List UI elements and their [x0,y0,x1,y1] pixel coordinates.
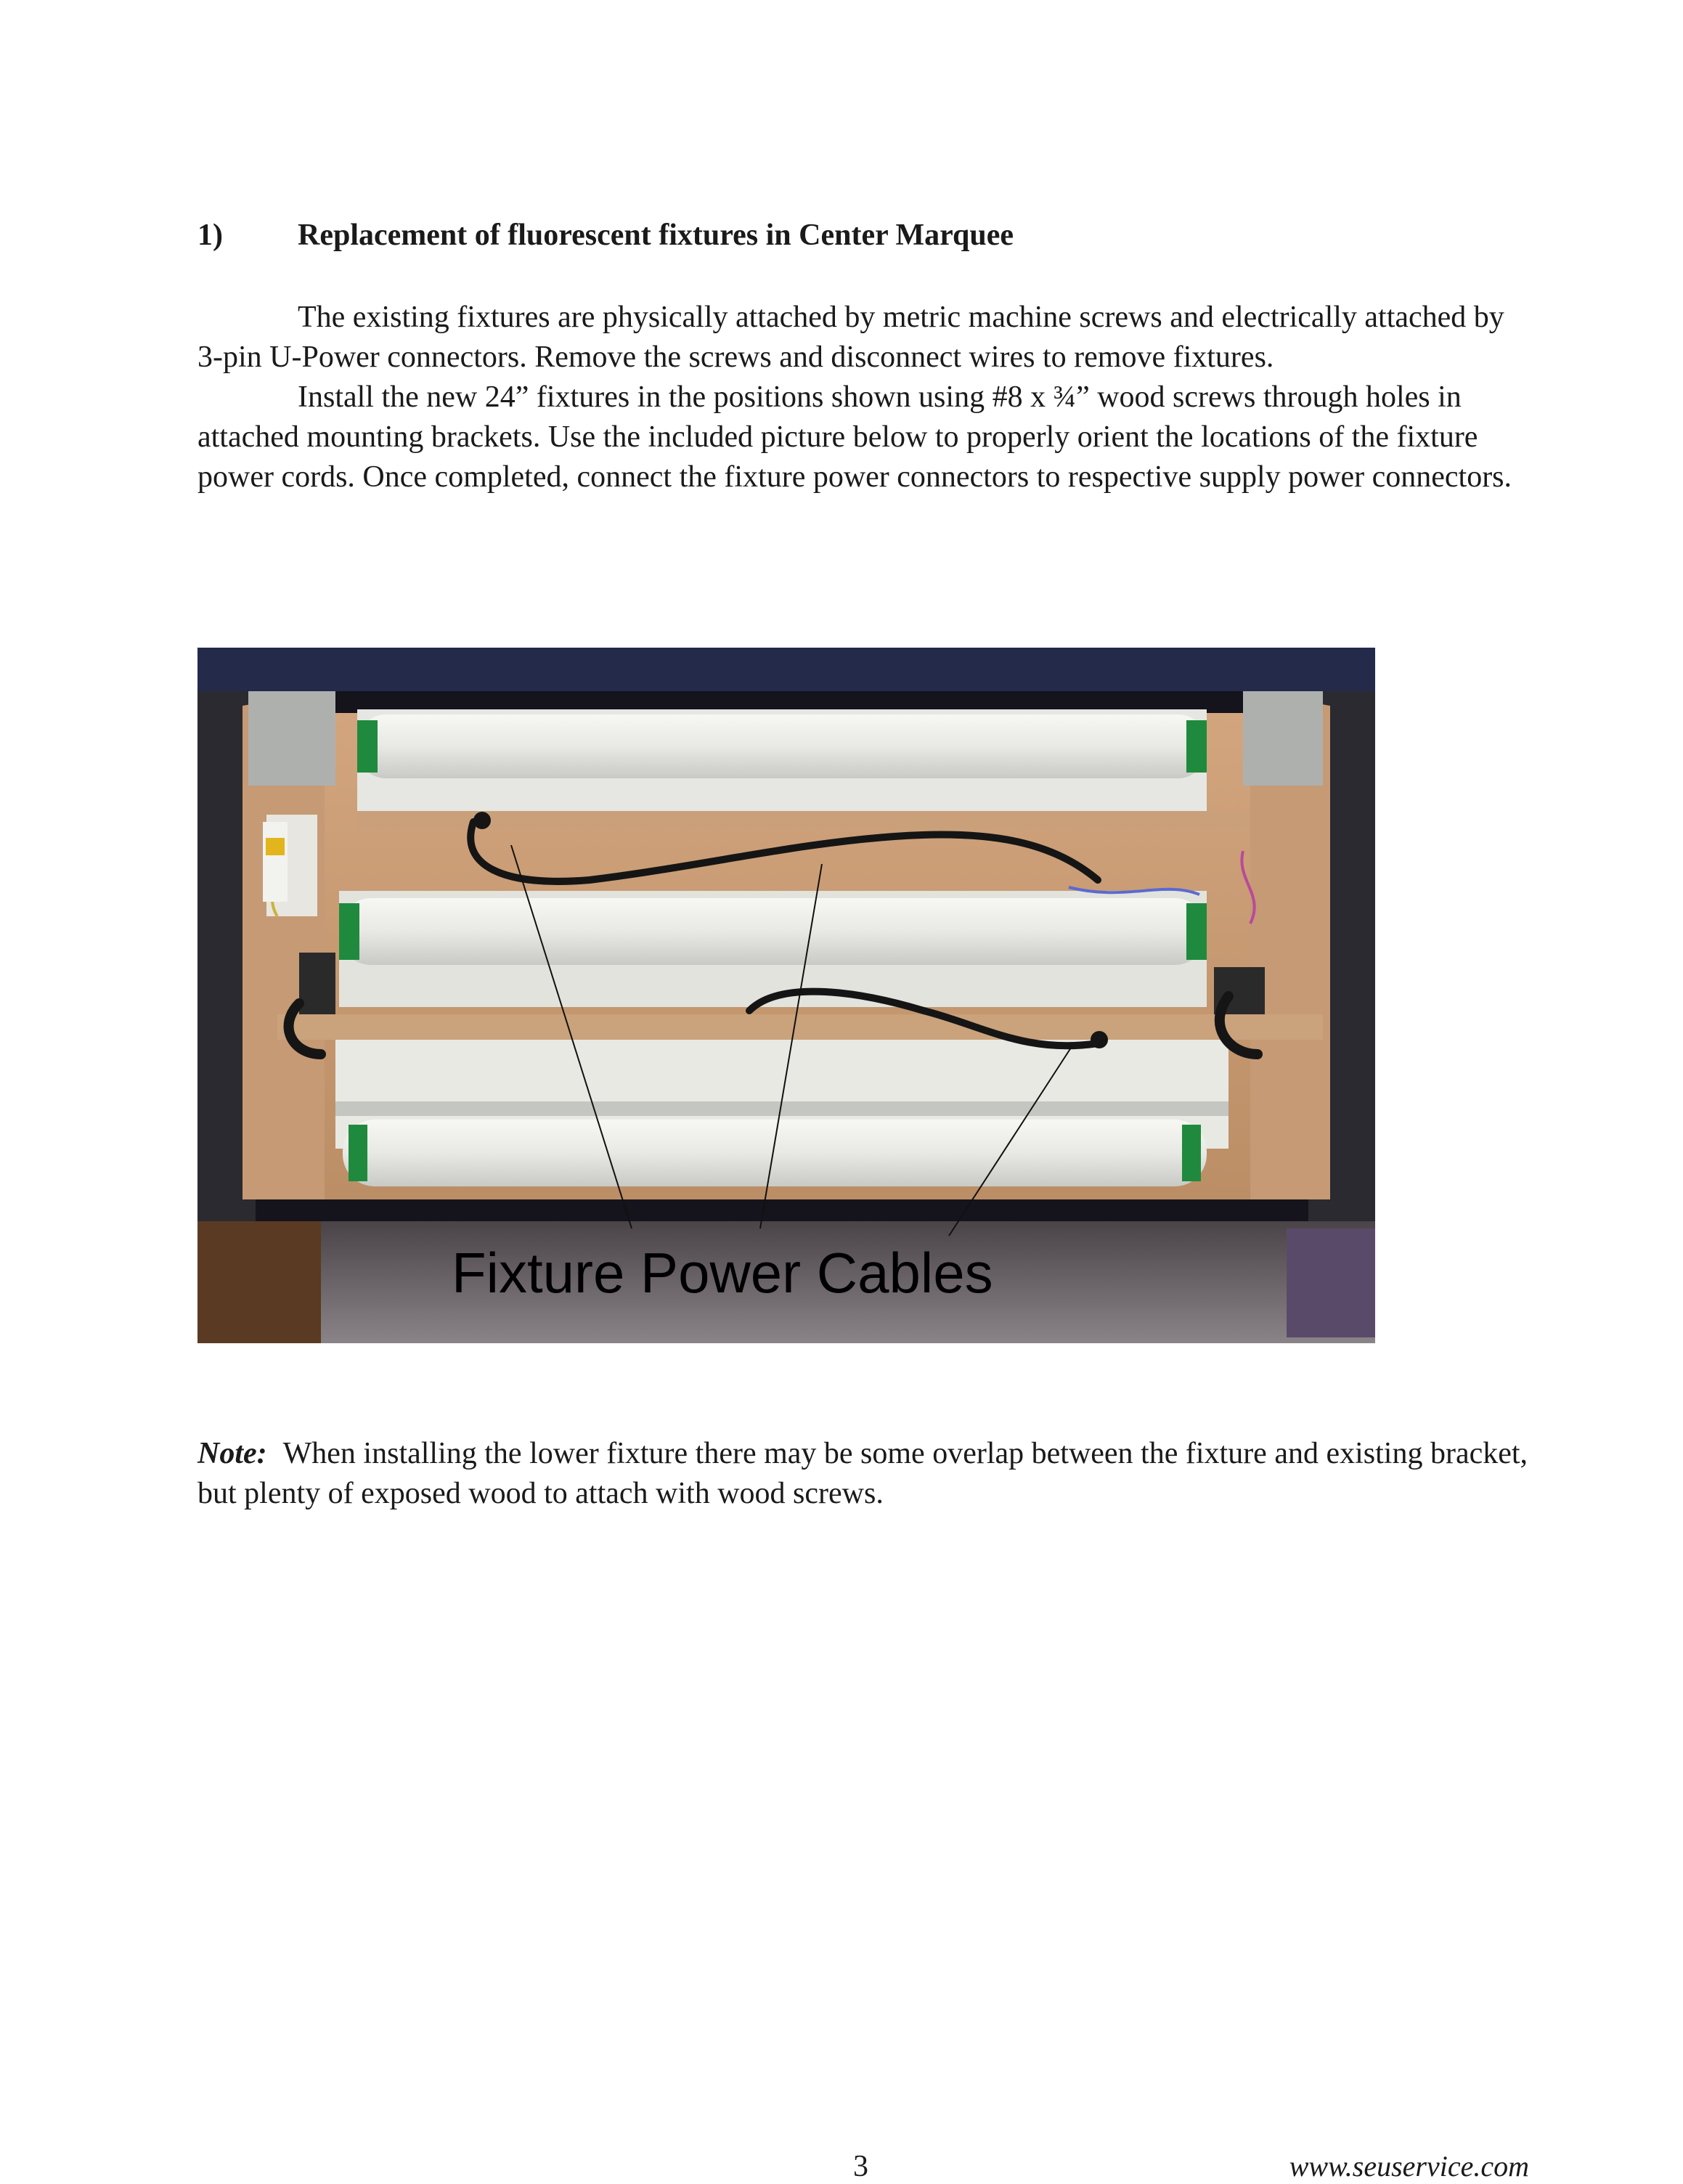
instructions-text [197,298,1533,497]
paragraph-installation: Install the new 24” fixtures in the positions shown using #8 x ¾” wood screws through holes in attached mounting brackets. Use the included picture below to properly orient the locations of the fixture power cords. Once completed, connect the fixture power connectors to respective supply power connectors. [197,380,1512,494]
note-block [197,1434,1533,1514]
top-fixture [357,709,1207,811]
section-number: 1) [197,219,223,252]
page-number: 3 [853,2150,868,2183]
note-label: Note: [197,1437,267,1470]
figure-caption: Fixture Power Cables [452,1241,993,1305]
middle-fixture [339,891,1207,1007]
lower-fixture [335,1040,1228,1186]
note-text: When installing the lower fixture there may be some overlap between the fixture and existing bracket, but plenty of exposed wood to attach with wood screws. [197,1437,1528,1510]
paragraph-removal: The existing fixtures are physically attached by metric machine screws and electrically attached by 3-pin U-Power connectors. Remove the screws and disconnect wires to remove fixtures. [197,301,1504,374]
footer-url: www.seuservice.com [1289,2150,1529,2183]
section-title: Replacement of fluorescent fixtures in Center Marquee [298,219,1014,252]
section-heading [197,218,1014,253]
marquee-fixture-photo [197,648,1375,1343]
